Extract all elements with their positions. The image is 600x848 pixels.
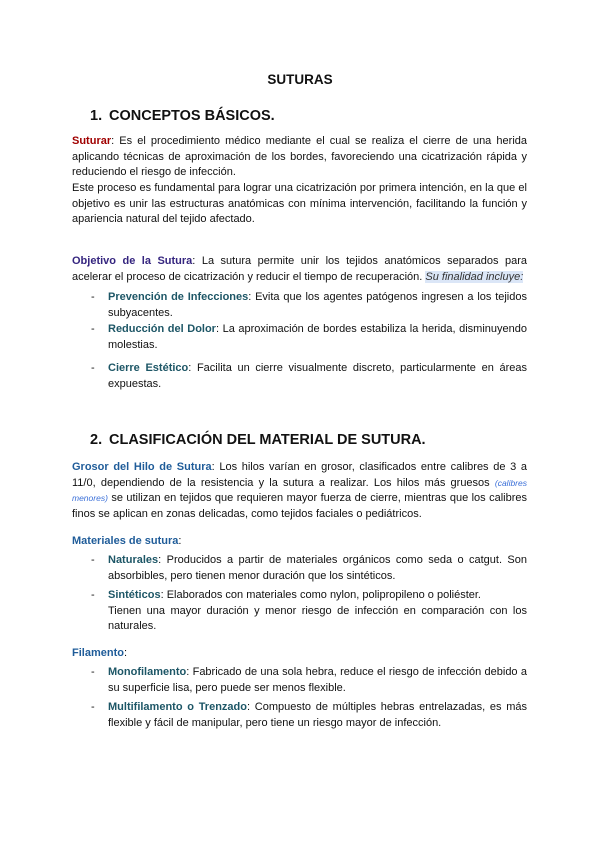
subheading: Filamento — [72, 647, 124, 659]
dash-bullet: - — [91, 362, 95, 374]
filamento-label — [72, 646, 527, 662]
dash-bullet: - — [91, 701, 95, 713]
section-1-heading — [90, 108, 275, 124]
list-term: Monofilamento — [108, 666, 187, 678]
document-title: SUTURAS — [267, 72, 333, 87]
list-text: : Facilita un cierre visualmente discreto, particularmente en áreas expuestas. — [108, 362, 527, 390]
dash-bullet: - — [91, 589, 95, 601]
list-term: Multifilamento o Trenzado — [108, 701, 247, 713]
colon: : — [178, 535, 182, 547]
list-term: Prevención de Infecciones — [108, 291, 249, 303]
section-number: 1. — [90, 108, 103, 124]
dash-bullet: - — [91, 666, 95, 678]
list-item — [91, 588, 527, 635]
process-paragraph: Este proceso es fundamental para lograr una cicatrización por primera intención, en la que el objetivo es unir las estructuras anatómicas con mínima intervención, facilitando la función y apariencia natural del tejido afectado. — [72, 182, 527, 225]
colon: : — [123, 647, 128, 659]
list-text: : La aproximación de bordes estabiliza la herida, disminuyendo molestias. — [108, 323, 527, 351]
section-2-heading — [90, 432, 426, 448]
list-item — [91, 665, 527, 696]
objective-paragraph — [72, 254, 527, 285]
highlighted-text: Su finalidad incluye: — [425, 270, 524, 283]
dash-bullet: - — [91, 554, 95, 566]
paragraph-text: : La sutura permite unir los tejidos anatómicos separados para acelerar el proceso de cicatrización y reducir el tiempo de recuperación. — [72, 255, 527, 283]
list-text: Tienen una mayor duración y menor riesgo de infección en comparación con los naturales. — [108, 604, 527, 632]
term-suturar: Suturar — [72, 135, 112, 147]
list-term: Naturales — [108, 554, 159, 566]
list-item — [91, 290, 527, 321]
list-item — [91, 322, 527, 353]
dash-bullet: - — [91, 323, 95, 335]
paragraph-text: se utilizan en tejidos que requieren mayor fuerza de cierre, mientras que los calibres finos se aplican en zonas delicadas, como tejidos faciales o pediátricos. — [72, 492, 527, 520]
paragraph-text: : Es el procedimiento médico mediante el cual se realiza el cierre de una herida aplicando técnicas de aproximación de los bordes, favoreciendo una cicatrización rápida y reduciendo el riesgo de infección. — [72, 135, 527, 178]
list-term: Cierre Estético — [108, 362, 189, 374]
list-text: : Elaborados con materiales como nylon, polipropileno o poliéster. — [160, 589, 481, 601]
term-objetivo: Objetivo de la Sutura — [72, 255, 193, 267]
list-text: : Evita que los agentes patógenos ingresen a los tejidos subyacentes. — [108, 291, 527, 319]
subheading: Materiales de sutura — [72, 535, 179, 547]
grosor-paragraph — [72, 460, 527, 522]
note-calibres: (calibres menores) — [72, 477, 527, 503]
list-text: : Compuesto de múltiples hebras entrelazadas, es más flexible y fácil de manipular, pero tiene un riesgo mayor de infección. — [108, 701, 527, 729]
list-item — [91, 553, 527, 584]
dash-bullet: - — [91, 291, 95, 303]
paragraph-text: : Los hilos varían en grosor, clasificados entre calibres de 3 a 11/0, dependiendo de la resistencia y la sutura a realizar. Los hilos más gruesos — [72, 461, 527, 489]
list-item — [91, 361, 527, 392]
section-title: CONCEPTOS BÁSICOS. — [109, 108, 275, 124]
list-item — [91, 700, 527, 731]
materiales-label — [72, 534, 527, 550]
term-grosor: Grosor del Hilo de Sutura — [72, 461, 212, 473]
section-number: 2. — [90, 432, 103, 448]
list-term: Reducción del Dolor — [108, 323, 216, 335]
section-title: CLASIFICACIÓN DEL MATERIAL DE SUTURA. — [109, 432, 426, 448]
list-text: : Producidos a partir de materiales orgánicos como seda o catgut. Son absorbibles, pero tienen menor duración que los sintéticos. — [108, 554, 527, 582]
list-text: : Fabricado de una sola hebra, reduce el riesgo de infección debido a su superficie lisa, pero puede ser menos flexible. — [108, 666, 527, 694]
suturar-paragraph — [72, 134, 527, 181]
list-term: Sintéticos — [108, 589, 161, 601]
